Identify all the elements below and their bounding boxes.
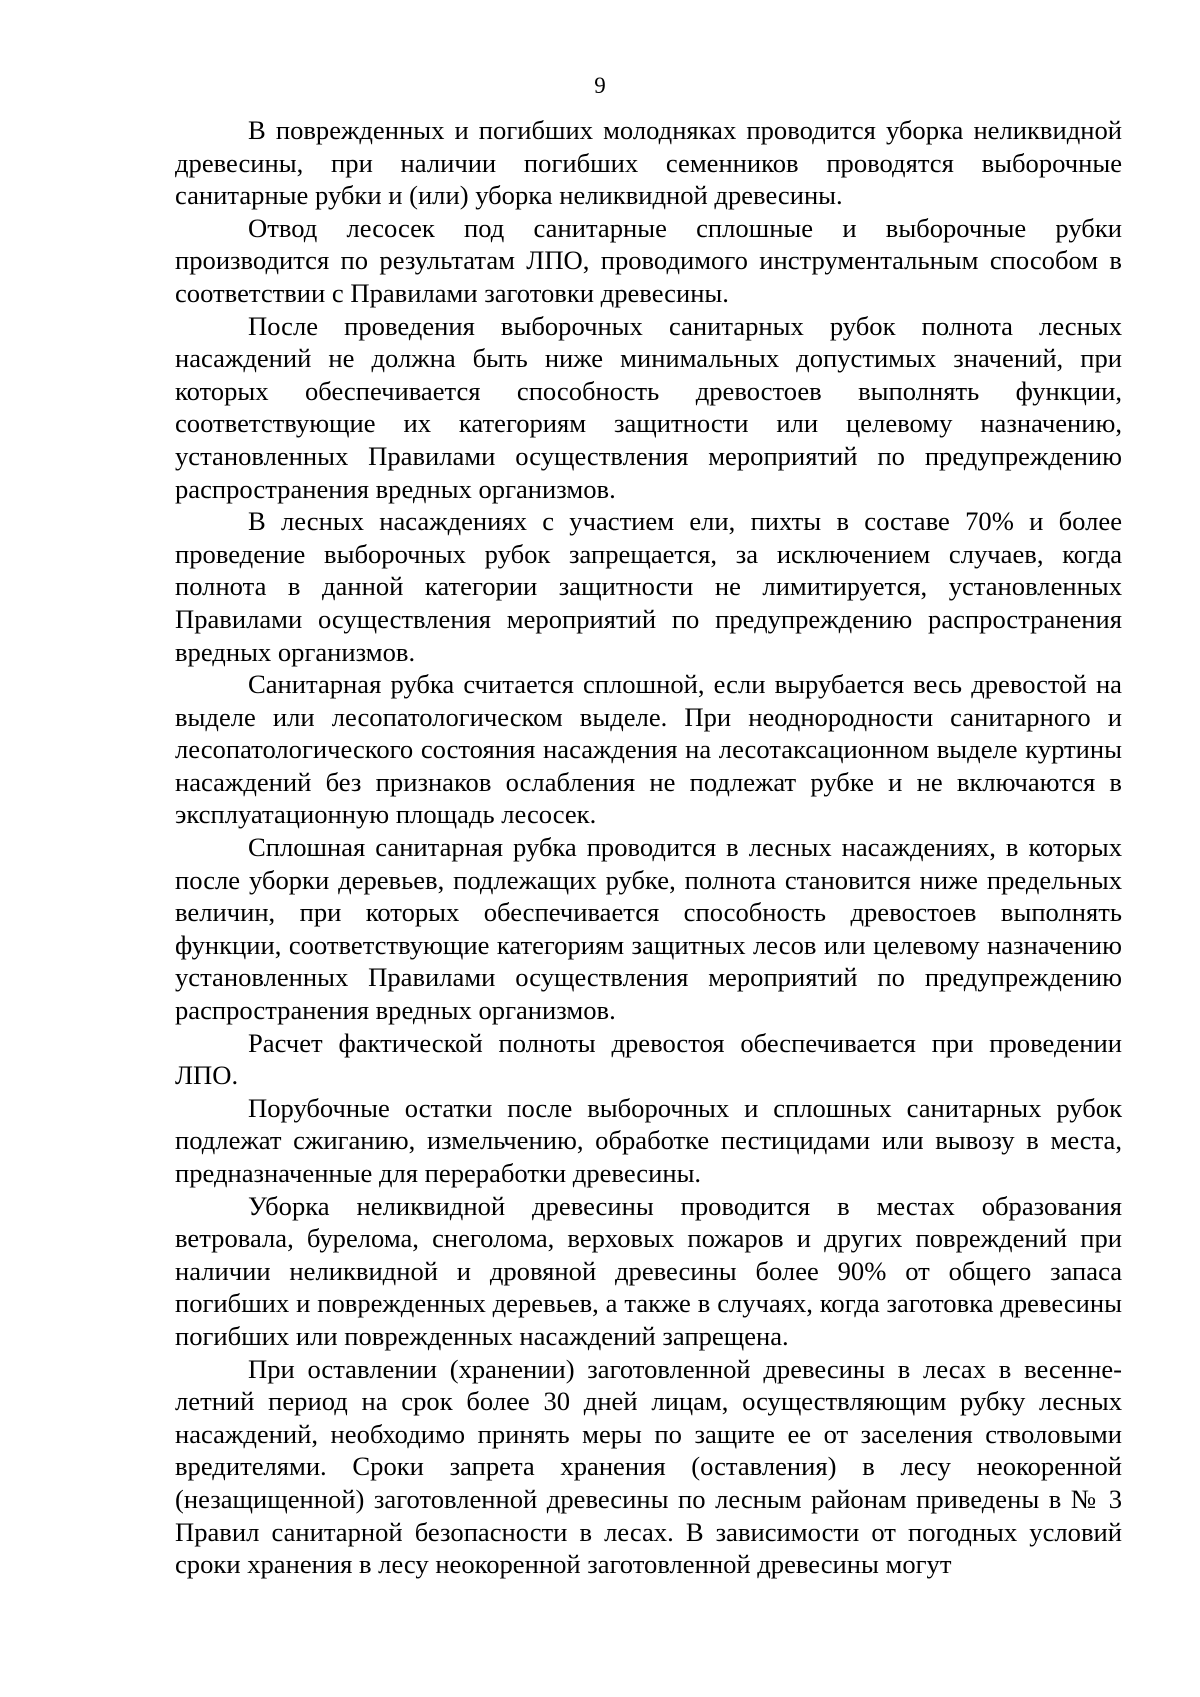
paragraph-5: Санитарная рубка считается сплошной, если вырубается весь древостой на выделе или лесопатологическом выделе. При неоднородности санитарного и лесопатологического состояния насаждения на лесотаксационном выделе куртины насаждений без признаков ослабления не подлежат рубке и не включаются в эксплуатационную площадь лесосек. (175, 669, 1122, 830)
document-body (175, 114, 1122, 1581)
page-number: 9 (594, 73, 606, 98)
paragraph-10: При оставлении (хранении) заготовленной древесины в лесах в весенне-летний период на срок более 30 дней лицам, осуществляющим рубку лесных насаждений, необходимо принять меры по защите ее от заселения стволовыми вредителями. Сроки запрета хранения (оставления) в лесу неокоренной (незащищенной) заготовленной древесины по лесным районам приведены в № 3 Правил санитарной безопасности в лесах. В зависимости от погодных условий сроки хранения в лесу неокоренной заготовленной древесины могут (175, 1353, 1122, 1580)
paragraph-6: Сплошная санитарная рубка проводится в лесных насаждениях, в которых после уборки деревьев, подлежащих рубке, полнота становится ниже предельных величин, при которых обеспечивается способность древостоев выполнять функции, соответствующие категориям защитных лесов или целевому назначению установленных Правилами осуществления мероприятий по предупреждению распространения вредных организмов. (175, 832, 1122, 1026)
paragraph-4: В лесных насаждениях с участием ели, пихты в составе 70% и более проведение выборочных рубок запрещается, за исключением случаев, когда полнота в данной категории защитности не лимитируется, установленных Правилами осуществления мероприятий по предупреждению распространения вредных организмов. (175, 506, 1122, 667)
paragraph-8: Порубочные остатки после выборочных и сплошных санитарных рубок подлежат сжиганию, измельчению, обработке пестицидами или вывозу в места, предназначенные для переработки древесины. (175, 1092, 1122, 1188)
paragraph-2: Отвод лесосек под санитарные сплошные и выборочные рубки производится по результатам ЛПО, проводимого инструментальным способом в соответствии с Правилами заготовки древесины. (175, 212, 1122, 308)
paragraph-9: Уборка неликвидной древесины проводится в местах образования ветровала, бурелома, снеголома, верховых пожаров и других повреждений при наличии неликвидной и дровяной древесины более 90% от общего запаса погибших и поврежденных деревьев, а также в случаях, когда заготовка древесины погибших или поврежденных насаждений запрещена. (175, 1190, 1122, 1351)
paragraph-1: В поврежденных и погибших молодняках проводится уборка неликвидной древесины, при наличии погибших семенников проводятся выборочные санитарные рубки и (или) уборка неликвидной древесины. (175, 115, 1122, 211)
paragraph-3: После проведения выборочных санитарных рубок полнота лесных насаждений не должна быть ниже минимальных допустимых значений, при которых обеспечивается способность древостоев выполнять функции, соответствующие их категориям защитности или целевому назначению, установленных Правилами осуществления мероприятий по предупреждению распространения вредных организмов. (175, 310, 1122, 504)
paragraph-7: Расчет фактической полноты древостоя обеспечивается при проведении ЛПО. (175, 1027, 1122, 1091)
